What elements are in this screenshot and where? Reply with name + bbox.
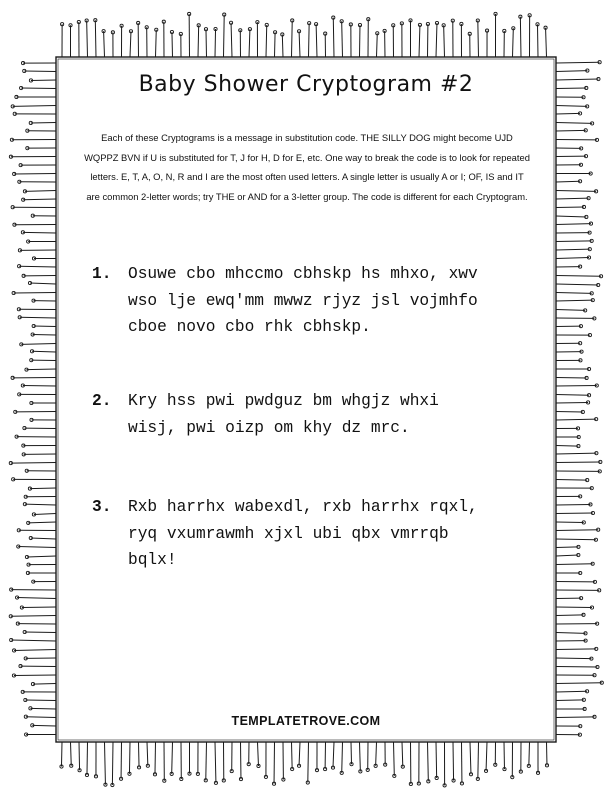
cryptogram-number: 3. xyxy=(92,498,112,516)
cryptogram-line: ryq vxumrawmh xjxl ubi qbx vmrrqb xyxy=(128,524,449,543)
cryptogram-number: 1. xyxy=(92,265,112,283)
cryptogram-line: bqlx! xyxy=(128,551,177,569)
cryptogram-number: 2. xyxy=(92,392,112,410)
cryptogram-line: Osuwe cbo mhccmo cbhskp hs mhxo, xwv xyxy=(128,265,478,283)
cryptogram-line: wso lje ewq'mm mwwz rjyz jsl vojmhfo xyxy=(128,291,478,310)
cryptogram-line: wisj, pwi oizp om khy dz mrc. xyxy=(128,418,410,437)
cryptogram-line: Rxb harrhx wabexdl, rxb harrhx rqxl, xyxy=(128,498,478,516)
instructions-paragraph: Each of these Cryptograms is a message in substitution code. THE SILLY DOG might become UJD WQPPZ BVN if U is substituted for T, J for H, D for E, etc. One way to break the code is to look for repeated letters. E, T, A, O, N, R and I are the most often used letters. A single letter is usually A or I; OF, IS and IT are common 2-letter words; try THE or AND for a 3-letter group. The code is different for each Cryptogram. xyxy=(84,132,530,202)
page-title: Baby Shower Cryptogram #2 xyxy=(138,72,474,97)
cryptogram-line: Kry hss pwi pwdguz bm whgjz whxi xyxy=(128,392,439,410)
site-footer: TEMPLATETROVE.COM xyxy=(231,714,381,728)
cryptogram-line: cboe novo cbo rhk cbhskp. xyxy=(128,318,371,336)
